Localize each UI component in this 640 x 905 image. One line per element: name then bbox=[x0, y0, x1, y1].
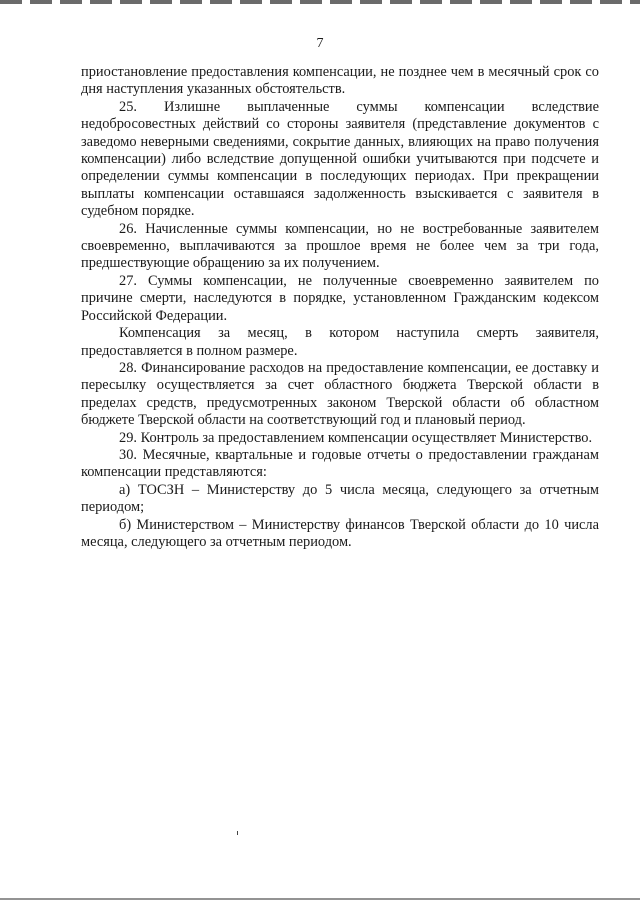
paragraph-item-30-b: б) Министерством – Министерству финансов Тверской области до 10 числа месяца, следующего за отчетным периодом. bbox=[81, 516, 599, 550]
paragraph-item-30: 30. Месячные, квартальные и годовые отчеты о предоставлении гражданам компенсации представляются: bbox=[81, 446, 599, 481]
paragraph-continuation: приостановление предоставления компенсации, не позднее чем в месячный срок со дня наступления указанных обстоятельств. bbox=[81, 64, 599, 98]
scan-speck bbox=[237, 831, 238, 835]
paragraph-item-28: 28. Финансирование расходов на предоставление компенсации, ее доставку и пересылку осуществляется за счет областного бюджета Тверской области в пределах средств, предусмотренных законом Тверской области об областном бюджете Тверской области на соответствующий год и плановый период. bbox=[81, 359, 599, 429]
paragraph-item-27: 27. Суммы компенсации, не полученные своевременно заявителем по причине смерти, наследуются в порядке, установленном Гражданским кодексом Российской Федерации. bbox=[81, 272, 599, 324]
scan-edge-bottom bbox=[0, 898, 640, 900]
paragraph-item-27-note: Компенсация за месяц, в котором наступила смерть заявителя, предоставляется в полном размере. bbox=[81, 325, 599, 359]
paragraph-item-29: 29. Контроль за предоставлением компенсации осуществляет Министерство. bbox=[119, 429, 593, 446]
paragraph-item-26: 26. Начисленные суммы компенсации, но не востребованные заявителем своевременно, выплачиваются за прошлое время не более чем за три года, предшествующие обращению за их получением. bbox=[81, 220, 599, 272]
page-number: 7 bbox=[316, 36, 324, 51]
paragraph-item-30-a: а) ТОСЗН – Министерству до 5 числа месяца, следующего за отчетным периодом; bbox=[81, 481, 599, 516]
document-body bbox=[81, 64, 599, 551]
paragraph-item-25: 25. Излишне выплаченные суммы компенсации вследствие недобросовестных действий со стороны заявителя (представление документов с заведомо неверными сведениями, сокрытие данных, влияющих на право получения компенсации) либо вследствие допущенной ошибки учитываются при подсчете и определении суммы компенсации в последующих периодах. При прекращении выплаты компенсации оставшаяся задолженность взыскивается с заявителя в судебном порядке. bbox=[81, 98, 599, 220]
scan-edge-top bbox=[0, 0, 640, 4]
